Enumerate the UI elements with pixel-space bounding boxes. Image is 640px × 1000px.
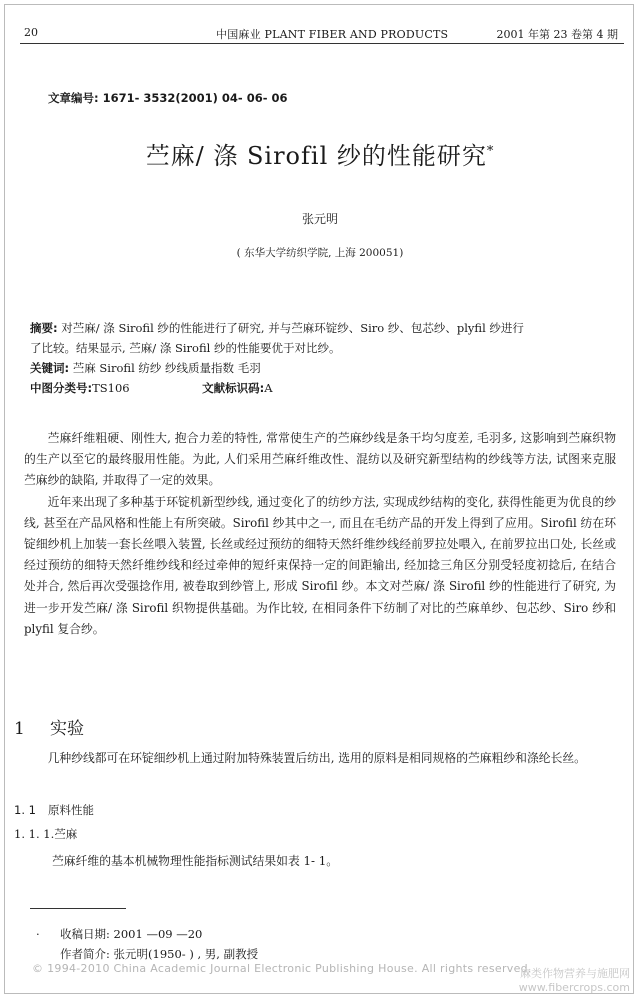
received-date: 收稿日期: 2001 —09 —20 <box>60 927 203 941</box>
paper-title-text: 苎麻/ 涤 Sirofil 纱的性能研究 <box>145 142 487 170</box>
watermark-text: 麻类作物营养与施肥网 <box>520 967 630 980</box>
author-name: 张元明 <box>301 212 338 226</box>
subsubsection-number: 1. 1. 1. <box>14 827 55 841</box>
intro-body <box>24 428 616 640</box>
article-id: 文章编号: 1671- 3532(2001) 04- 06- 06 <box>48 91 288 105</box>
footnote-rule <box>30 908 126 909</box>
section-1-number: 1 <box>14 719 25 739</box>
fiber-paragraph: 苎麻纤维的基本机械物理性能指标测试结果如表 1- 1。 <box>52 854 339 868</box>
footnote-bullet: · <box>36 927 40 941</box>
footnote-author-bio: 作者简介: 张元明(1950- ) , 男, 副教授 <box>60 947 259 961</box>
classification-line <box>30 378 612 398</box>
issue-info: 2001 年第 23 卷第 4 期 <box>496 28 618 41</box>
intro-paragraph-1: 苎麻纤维粗硬、刚性大, 抱合力差的特性, 常常使生产的苎麻纱线是条干均匀度差, 毛羽多, 这影响到苎麻织物的生产以至它的最终服用性能。为此, 人们采用苎麻纤维改性、混纺以及研究新型结构的纱线等方法, 试图来克服苎麻纱的缺陷, 并取得了一定的效果。 <box>24 431 616 488</box>
footnote-received <box>36 926 202 942</box>
abstract-label: 摘要: <box>30 321 58 335</box>
author-affiliation: ( 东华大学纺织学院, 上海 200051) <box>236 247 404 259</box>
header-rule <box>20 43 624 44</box>
keywords-line <box>30 358 612 378</box>
subsubsection-title: 苎麻 <box>54 827 78 841</box>
journal-name: 中国麻业 PLANT FIBER AND PRODUCTS <box>216 28 449 41</box>
keywords-label: 关键词: <box>30 361 70 375</box>
abstract-line-1 <box>30 318 612 338</box>
clc-code: TS106 <box>92 381 130 395</box>
abstract-line-2: 了比较。结果显示, 苎麻/ 涤 Sirofil 纱的性能要优于对比纱。 <box>30 341 341 355</box>
doc-code: A <box>264 381 273 395</box>
subsubsection-heading <box>14 826 77 842</box>
subsection-1-1-number: 1. 1 <box>14 803 36 817</box>
abstract-text-1: 对苎麻/ 涤 Sirofil 纱的性能进行了研究, 并与苎麻环锭纱、Siro 纱、包芯纱、plyfil 纱进行 <box>57 321 524 335</box>
title-footnote-mark: * <box>486 144 495 159</box>
keywords-text: 苎麻 Sirofil 纺纱 纱线质量指数 毛羽 <box>69 361 261 375</box>
abstract-block <box>30 318 612 398</box>
copyright-line: © 1994-2010 China Academic Journal Electronic Publishing House. All rights reserved. <box>32 962 532 975</box>
page-number: 20 <box>24 26 38 39</box>
experiment-paragraph: 几种纱线都可在环锭细纱机上通过附加特殊装置后纺出, 选用的原料是相同规格的苎麻粗纱和涤纶长丝。 <box>47 751 586 765</box>
site-watermark <box>519 965 630 994</box>
section-1-title: 实验 <box>50 719 84 739</box>
subsection-1-1-heading <box>14 802 94 818</box>
intro-paragraph-2: 近年来出现了多种基于环锭机新型纱线, 通过变化了的纺纱方法, 实现成纱结构的变化, 获得性能更为优良的纱线, 甚至在产品风格和性能上有所突破。Sirofil 纱其中之一, 而且在毛纺产品的开发上得到了应用。Sirofil 纺在环锭细纱机上加装一套长丝喂入装置, 长丝或经过预纺的细特天然纤维纱线经前罗拉处喂入, 在前罗拉出口处, 长丝或经过预纺的细特天然纤维纱线和经过牵伸的短纤束保持一定的间距输出, 经加捻三角区分别受轻度初捻后, 在结合处并合, 然后再次受强捻作用, 被卷取到纱管上, 形成 Sirofil 纱。本文对苎麻/ 涤 Sirofil 纱的性能进行了研究, 为进一步开发苎麻/ 涤 Sirofil 织物提供基础。为作比较, 在相同条件下纺制了对比的苎麻单纱、包芯纱、Siro 纱和 plyfil 复合纱。 <box>24 494 616 636</box>
doc-code-label: 文献标识码: <box>202 381 265 395</box>
section-1-heading <box>14 714 84 739</box>
running-header <box>20 24 624 44</box>
watermark-url: www.fibercrops.com <box>518 981 630 994</box>
clc-label: 中图分类号: <box>30 381 93 395</box>
subsection-1-1-title: 原料性能 <box>48 803 94 817</box>
paper-title <box>0 136 640 171</box>
